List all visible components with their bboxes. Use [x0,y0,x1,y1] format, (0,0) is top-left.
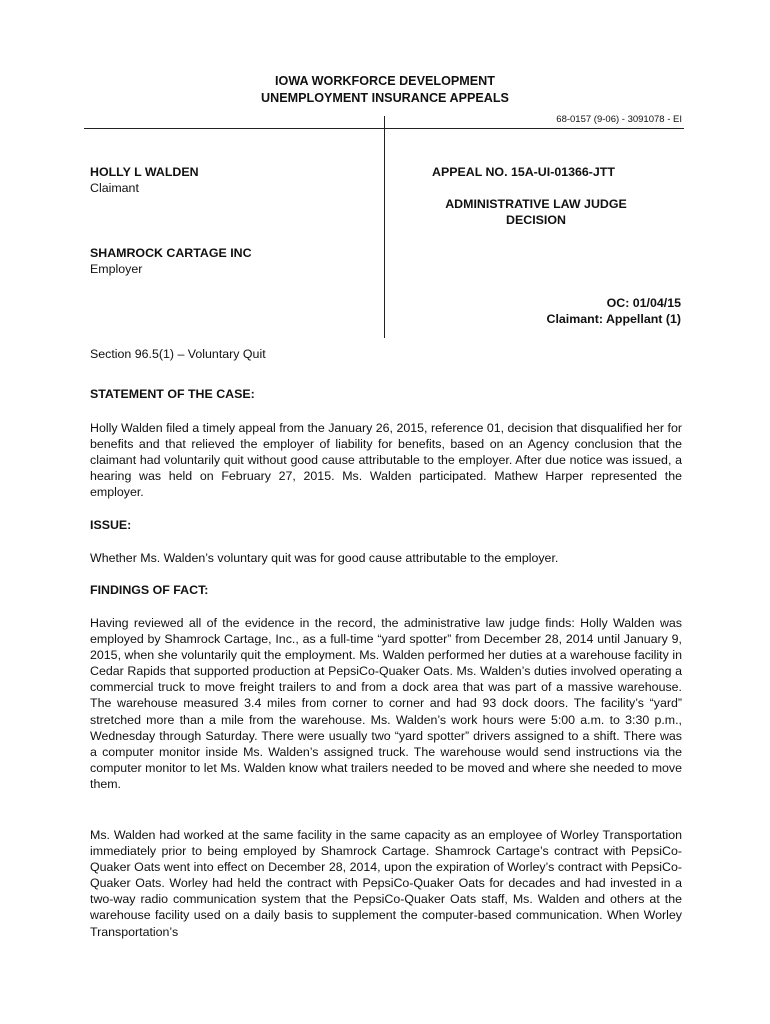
original-claim-date: OC: 01/04/15 [606,296,681,310]
agency-name: IOWA WORKFORCE DEVELOPMENT [275,74,495,88]
statement-heading: STATEMENT OF THE CASE: [90,387,255,401]
column-divider [384,116,385,338]
decision-title-line2: DECISION [506,213,566,227]
issue-heading: ISSUE: [90,518,132,532]
findings-paragraph-1: Having reviewed all of the evidence in the record, the administrative law judge finds: Holly Walden was employed by Shamrock Cartage, Inc., as a full-time “yard spotter” from December 28, 2014 until January 9, 2015, when she voluntarily quit the employment. Ms. Walden performed her duties at a warehouse facility in Cedar Rapids that supported production at PepsiCo-Quaker Oats. Ms. Walden’s duties involved operating a commercial truck to move freight trailers to and from a dock area that was part of a massive warehouse. The warehouse measured 3.4 miles from corner to corner and had 93 dock doors. The facility’s “yard” stretched more than a mile from the warehouse. Ms. Walden’s work hours were 5:00 a.m. to 3:30 p.m., Wednesday through Saturday. There were usually two “yard spotter” drivers assigned to a shift. There was a computer monitor inside Ms. Walden’s assigned truck. The warehouse would send instructions via the computer monitor to let Ms. Walden know what trailers needed to be moved and where she needed to move them. [90,616,682,791]
appeal-number: APPEAL NO. 15A-UI-01366-JTT [432,165,615,179]
claimant-name: HOLLY L WALDEN [90,165,199,179]
decision-title-line1: ADMINISTRATIVE LAW JUDGE [445,197,627,211]
findings-paragraph-2: Ms. Walden had worked at the same facility in the same capacity as an employee of Worley Transportation immediately prior to being employed by Shamrock Cartage. Shamrock Cartage’s contract with PepsiCo-Quaker Oats went into effect on December 28, 2014, upon the expiration of Worley’s contract with PepsiCo-Quaker Oats. Worley had held the contract with PepsiCo-Quaker Oats for decades and had invested in a two-way radio communication system that the PepsiCo-Quaker Oats staff, Ms. Walden and others at the warehouse facility used on a daily basis to supplement the computer-based communication. When Worley Transportation’s [90,828,682,939]
form-number: 68-0157 (9-06) - 3091078 - EI [556,114,682,125]
statement-body: Holly Walden filed a timely appeal from the January 26, 2015, reference 01, decision that disqualified her for benefits and that relieved the employer of liability for benefits, based on an Agency conclusion that the claimant had voluntarily quit without good cause attributable to the employer. After due notice was issued, a hearing was held on February 27, 2015. Ms. Walden participated. Mathew Harper represented the employer. [90,421,682,500]
employer-name: SHAMROCK CARTAGE INC [90,246,252,260]
claimant-status: Claimant: Appellant (1) [546,312,681,326]
employer-role: Employer [90,262,143,276]
issue-body: Whether Ms. Walden’s voluntary quit was for good cause attributable to the employer. [90,551,559,565]
findings-heading: FINDINGS OF FACT: [90,583,209,597]
claimant-role: Claimant [90,181,139,195]
section-reference: Section 96.5(1) – Voluntary Quit [90,347,266,361]
division-name: UNEMPLOYMENT INSURANCE APPEALS [261,91,509,105]
